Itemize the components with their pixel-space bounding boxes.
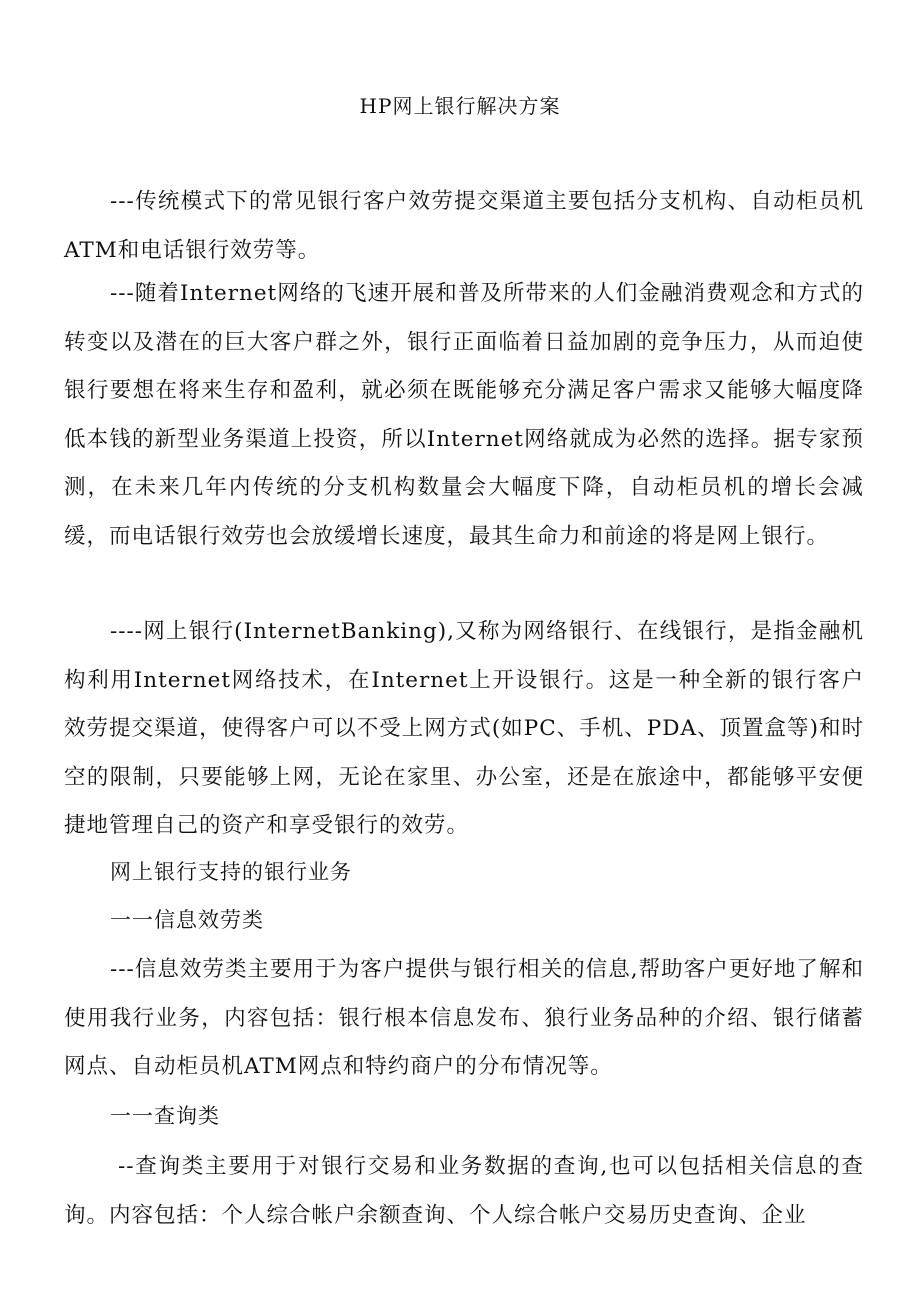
- paragraph-internet-development: ---随着Internet网络的飞速开展和普及所带来的人们金融消费观念和方式的转变以及潜在的巨大客户群之外，银行正面临着日益加剧的竞争压力，从而迫使银行要想在将来生存和盈利，就必须在既能够充分满足客户需求又能够大幅度降低本钱的新型业务渠道上投资，所以Internet网络就成为必然的选择。据专家预测，在未来几年内传统的分支机构数量会大幅度下降，自动柜员机的增长会减缓，而电话银行效劳也会放缓增长速度，最其生命力和前途的将是网上银行。: [64, 281, 864, 549]
- heading-info-services: 一一信息效劳类: [110, 908, 264, 932]
- section-heading-supported-business: 网上银行支持的银行业务: [110, 860, 352, 884]
- document-title: HP网上银行解决方案: [359, 94, 561, 118]
- paragraph-query: --查询类主要用于对银行交易和业务数据的查询,也可以包括相关信息的查询。内容包括：个人综合帐户余额查询、个人综合帐户交易历史查询、企业: [64, 1154, 864, 1228]
- paragraph-traditional-channels: ---传统模式下的常见银行客户效劳提交渠道主要包括分支机构、自动柜员机ATM和电话银行效劳等。: [64, 189, 864, 263]
- paragraph-info-services: ---信息效劳类主要用于为客户提供与银行相关的信息,帮助客户更好地了解和使用我行业务，内容包括：银行根本信息发布、狼行业务品种的介绍、银行储蓄网点、自动柜员机ATM网点和特约商户的分布情况等。: [64, 957, 864, 1079]
- paragraph-internet-banking-definition: ----网上银行(InternetBanking),又称为网络银行、在线银行，是指金融机构利用Internet网络技术，在Internet上开设银行。这是一种全新的银行客户效劳提交渠道，使得客户可以不受上网方式(如PC、手机、PDA、顶置盒等)和时空的限制，只要能够上网，无论在家里、办公室，还是在旅途中，都能够平安便捷地管理自己的资产和享受银行的效劳。: [64, 619, 864, 838]
- heading-query: 一一查询类: [110, 1104, 220, 1128]
